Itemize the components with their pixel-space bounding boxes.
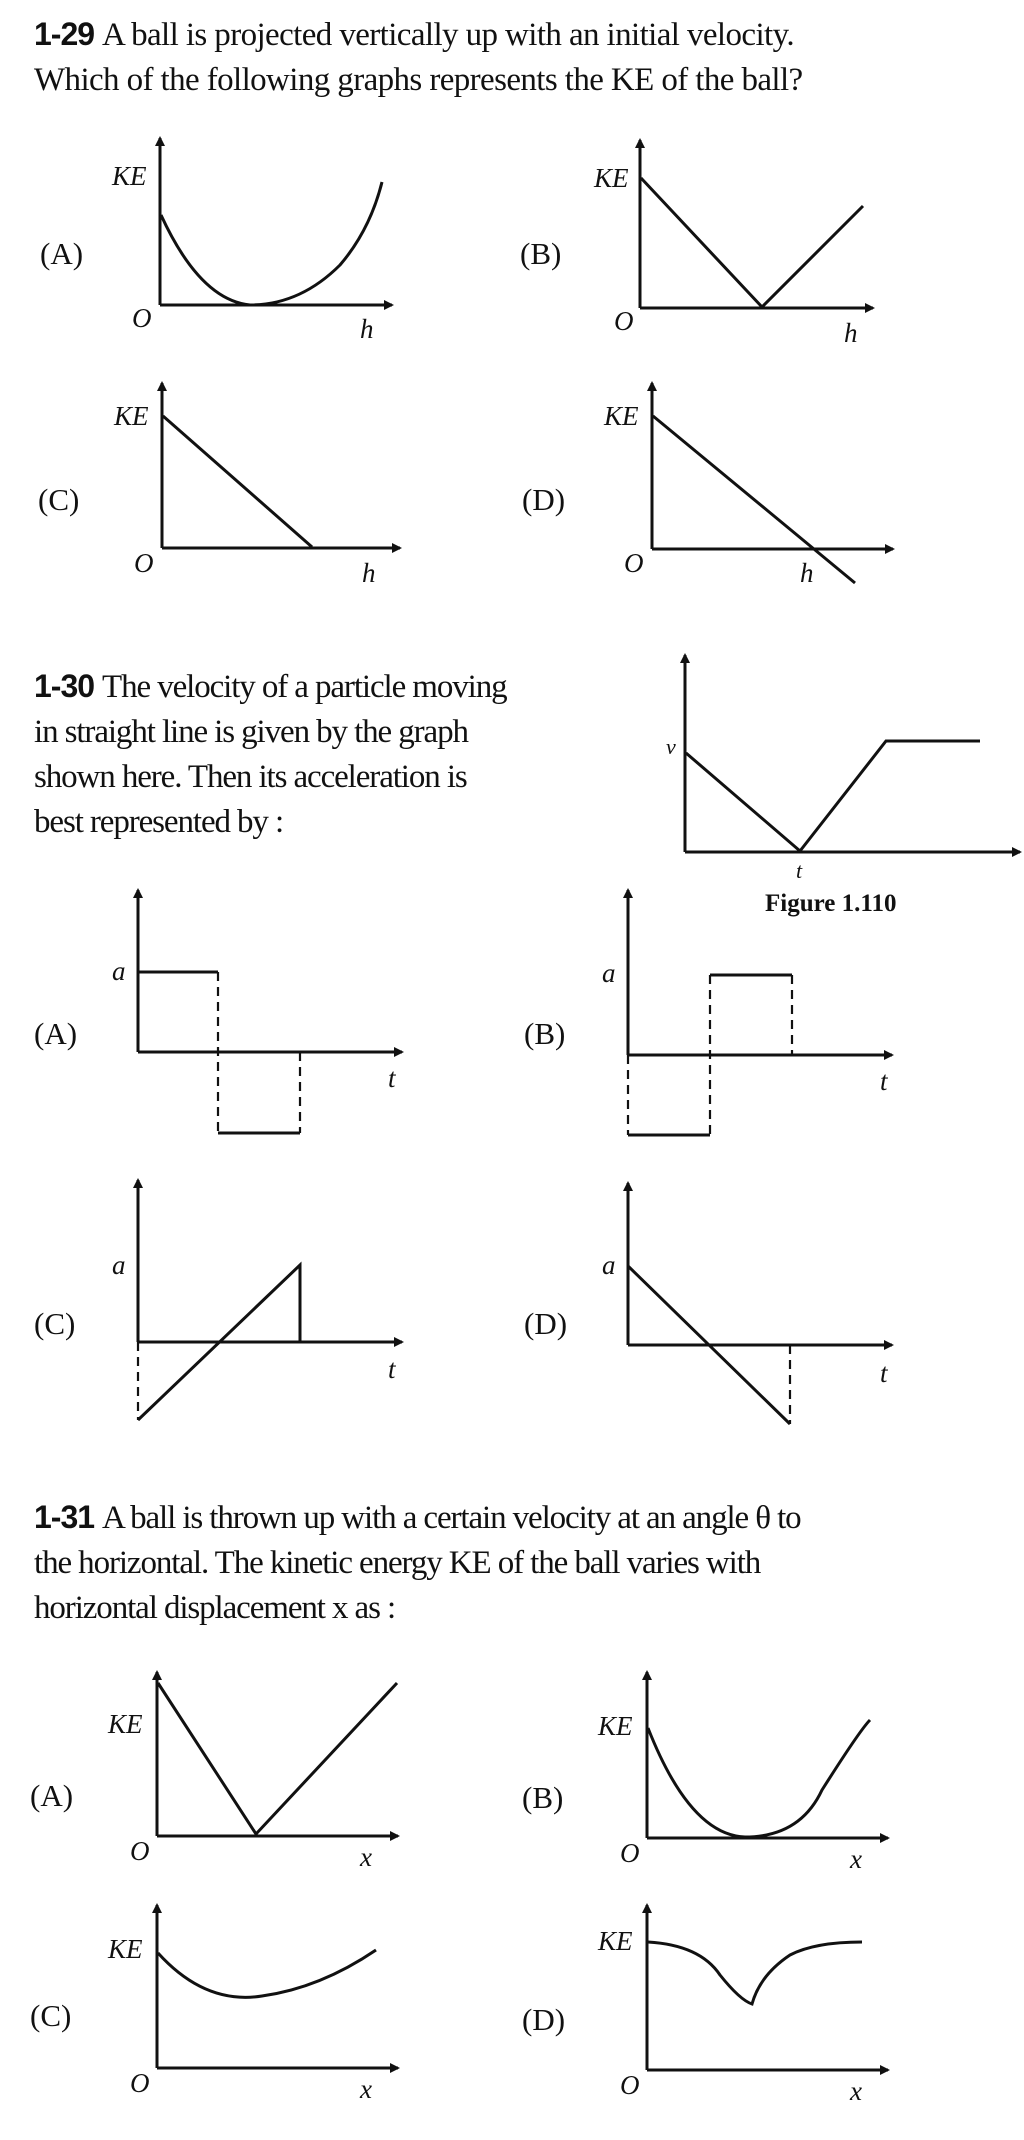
option-label-q30-b: (B) [524,1016,566,1051]
question-line-text: A ball is thrown up with a certain velocity at an angle θ to [102,1500,801,1536]
option-label-q29-c: (C) [38,482,80,517]
graph-q31-d [597,1905,888,2106]
svg-text:KE: KE [112,161,147,191]
option-label-q31-c: (C) [30,1998,72,2033]
svg-text:KE: KE [594,163,629,193]
question-number: 1-30 [34,668,95,704]
option-label-q31-b: (B) [522,1780,564,1815]
svg-text:x: x [360,1842,372,1872]
question-1-31-text [34,1495,1024,1631]
svg-text:KE: KE [598,1711,633,1741]
figure-caption: Figure 1.110 [765,890,897,917]
graph-q30-c [112,1180,402,1420]
svg-text:KE: KE [114,401,149,431]
question-line: the horizontal. The kinetic energy KE of the ball varies with [34,1545,761,1581]
option-label-q31-a: (A) [30,1778,74,1813]
option-label-q29-a: (A) [40,236,84,271]
option-label-q30-d: (D) [524,1306,568,1341]
svg-text:a: a [602,1250,616,1280]
option-label-q30-c: (C) [34,1306,76,1341]
svg-text:KE: KE [108,1934,143,1964]
svg-text:t: t [388,1063,396,1093]
graph-q30-velocity-figure [666,655,1020,883]
svg-text:v: v [666,734,676,759]
question-line-text: The velocity of a particle moving [102,669,507,705]
svg-text:KE: KE [598,1926,633,1956]
graph-q31-c [107,1905,398,2104]
graph-q29-a [111,138,392,344]
option-label-q29-b: (B) [520,236,562,271]
graph-q30-a [112,890,402,1133]
question-number: 1-31 [34,1499,95,1535]
svg-text:O: O [624,548,644,578]
graph-q30-d [602,1183,892,1424]
svg-text:KE: KE [108,1709,143,1739]
svg-text:O: O [130,1836,150,1866]
svg-text:x: x [360,2074,372,2104]
question-1-30-text [34,664,674,845]
svg-text:O: O [620,1838,640,1868]
svg-text:x: x [850,2076,862,2106]
svg-text:a: a [112,956,126,986]
question-number: 1-29 [34,16,95,52]
svg-text:h: h [800,558,814,588]
question-line: shown here. Then its acceleration is [34,759,467,795]
graph-q31-a [107,1672,398,1872]
graph-q29-d [603,383,893,588]
svg-text:h: h [362,558,376,588]
svg-text:t: t [880,1358,888,1388]
svg-text:t: t [388,1354,396,1384]
option-label-q29-d: (D) [522,482,566,517]
question-line [34,664,674,710]
svg-text:a: a [602,958,616,988]
graph-q30-b [602,890,892,1135]
question-line-text: A ball is projected vertically up with an initial velocity. [102,17,794,53]
svg-text:a: a [112,1250,126,1280]
svg-text:O: O [134,548,154,578]
svg-text:O: O [614,306,634,336]
svg-text:O: O [620,2070,640,2100]
option-label-q30-a: (A) [34,1016,78,1051]
svg-text:t: t [796,858,803,883]
graph-q29-b [593,140,873,348]
svg-text:h: h [844,318,858,348]
graph-q29-c [113,383,400,588]
question-line: horizontal displacement x as : [34,1590,396,1626]
question-line [34,1495,1024,1541]
question-line: Which of the following graphs represents the KE of the ball? [34,62,803,98]
question-line: best represented by : [34,804,284,840]
svg-text:t: t [880,1066,888,1096]
graph-q31-b [597,1672,888,1874]
svg-text:O: O [130,2068,150,2098]
svg-text:O: O [132,303,152,333]
question-line: in straight line is given by the graph [34,714,468,750]
svg-text:x: x [850,1844,862,1874]
option-label-q31-d: (D) [522,2002,566,2037]
svg-text:h: h [360,314,374,344]
svg-text:KE: KE [604,401,639,431]
